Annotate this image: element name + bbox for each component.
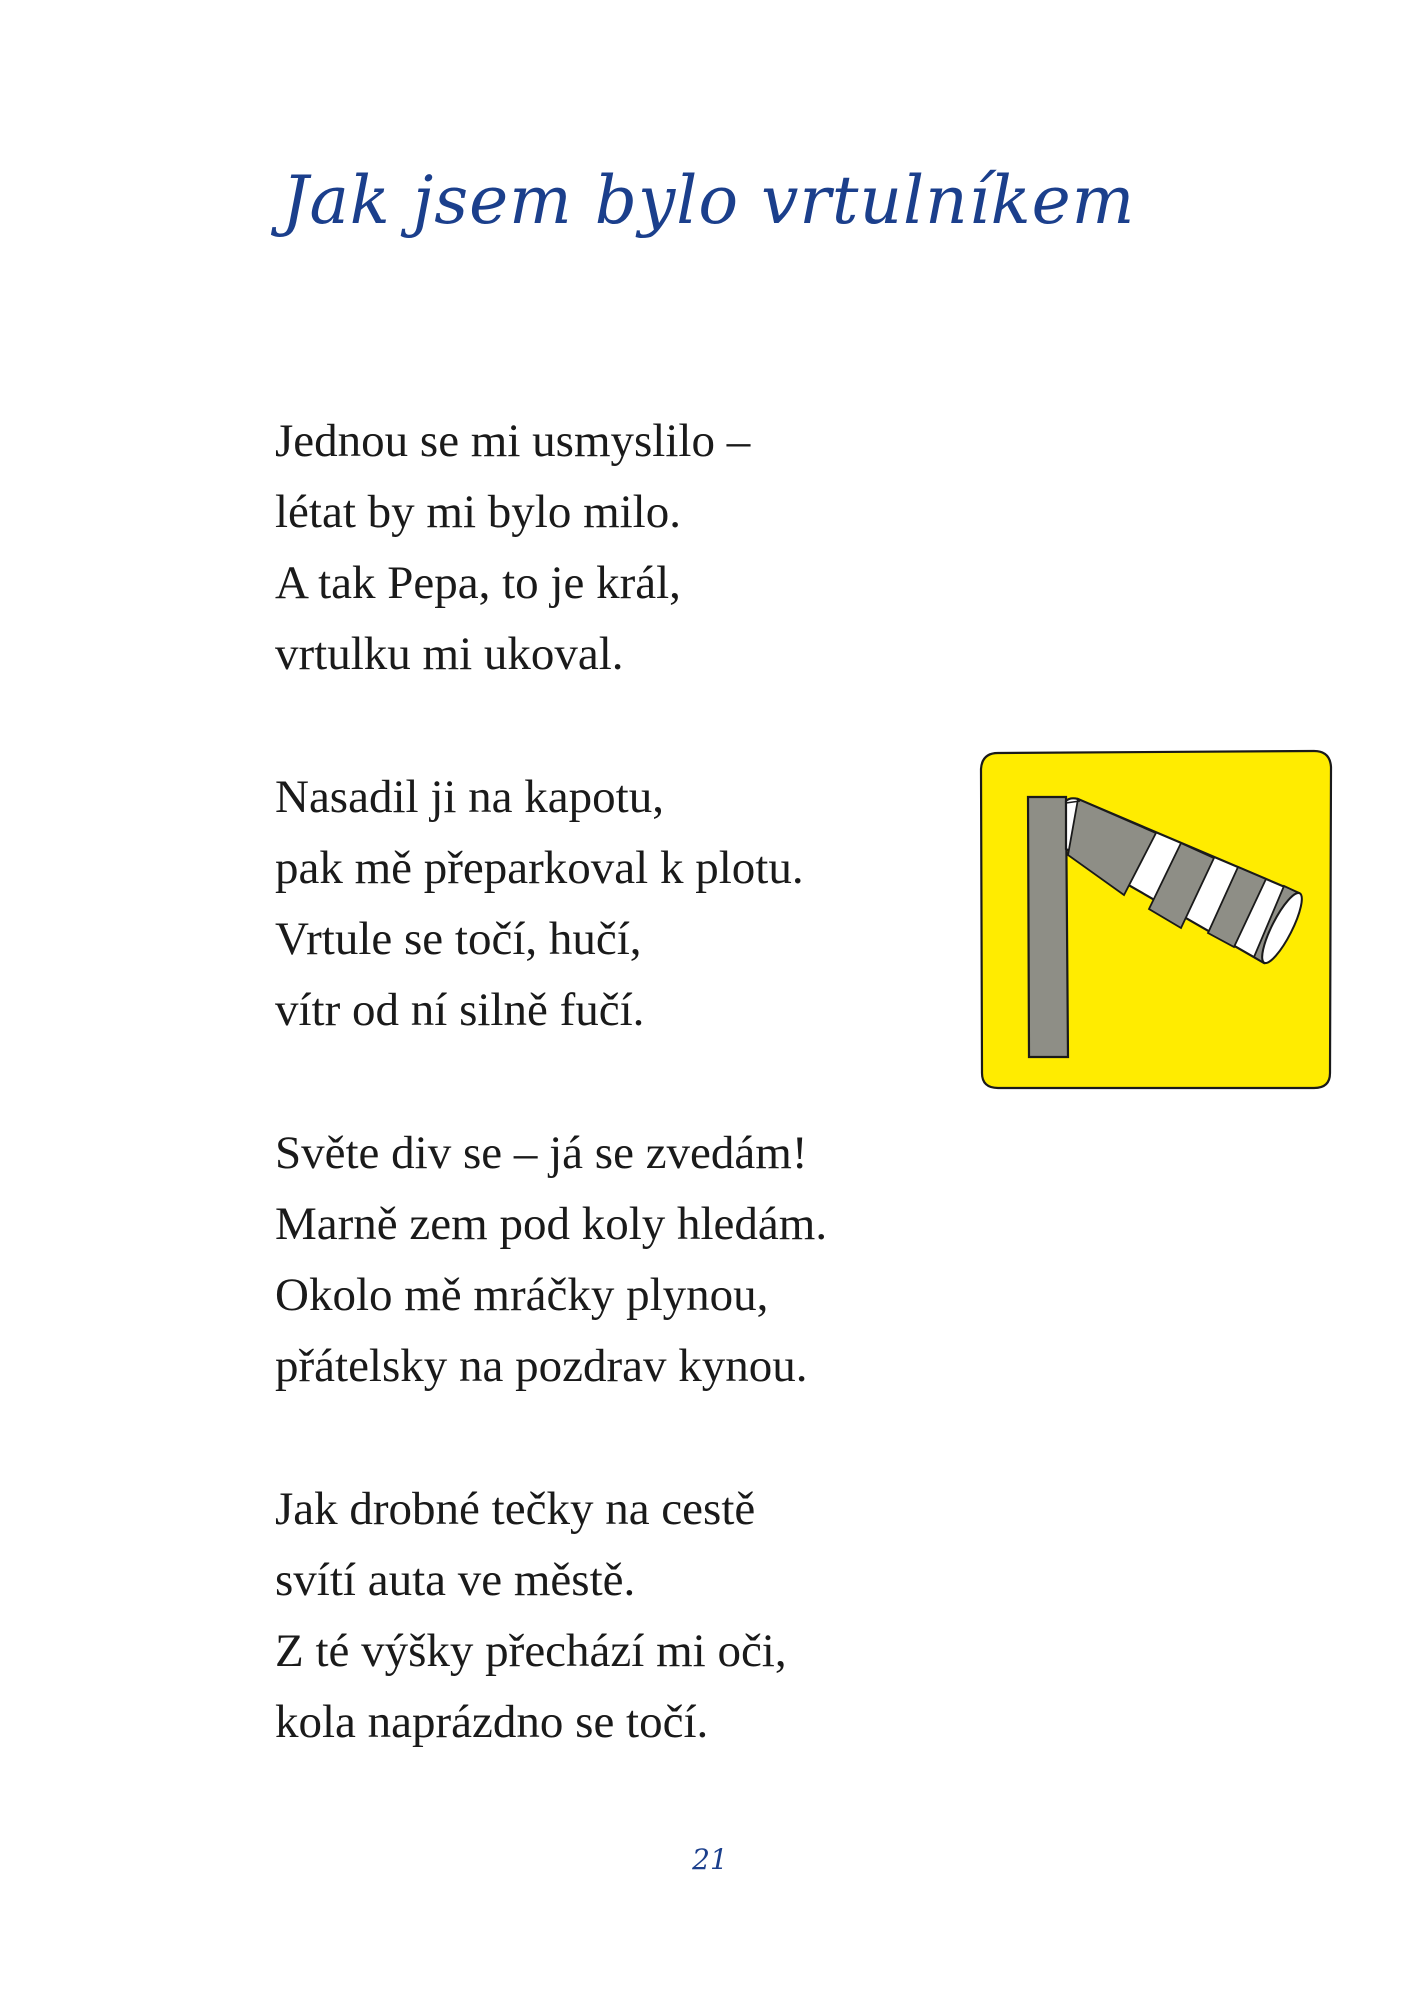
poem-line: Vrtule se točí, hučí, [275, 913, 642, 965]
stanza [275, 762, 915, 1046]
poem-line: vítr od ní silně fučí. [275, 984, 645, 1036]
poem-line: kola naprázdno se točí. [275, 1696, 709, 1748]
poem-title: Jak jsem bylo vrtulníkem [282, 162, 1136, 239]
poem-line: Marně zem pod koly hledám. [275, 1198, 828, 1250]
poem-line: létat by mi bylo milo. [275, 486, 681, 538]
poem-line: Nasadil ji na kapotu, [275, 771, 664, 823]
poem-line: A tak Pepa, to je král, [275, 557, 681, 609]
windsock-pole [1028, 797, 1068, 1057]
poem-line: Jak drobné tečky na cestě [275, 1483, 756, 1535]
poem-line: vrtulku mi ukoval. [275, 628, 624, 680]
stanza [275, 406, 915, 690]
poem-line: svítí auta ve městě. [275, 1554, 636, 1606]
windsock-illustration [976, 745, 1336, 1095]
page-number: 21 [692, 1843, 728, 1876]
stanza [275, 1118, 915, 1402]
stanza [275, 1474, 915, 1758]
poem-line: pak mě přeparkoval k plotu. [275, 842, 804, 894]
poem-line: přátelsky na pozdrav kynou. [275, 1340, 808, 1392]
windsock-icon [976, 745, 1336, 1095]
poem-line: Okolo mě mráčky plynou, [275, 1269, 769, 1321]
poem-body [275, 406, 915, 1830]
poem-line: Světe div se – já se zvedám! [275, 1127, 808, 1179]
poem-line: Jednou se mi usmyslilo – [275, 415, 751, 467]
poem-line: Z té výšky přechází mi oči, [275, 1625, 787, 1677]
